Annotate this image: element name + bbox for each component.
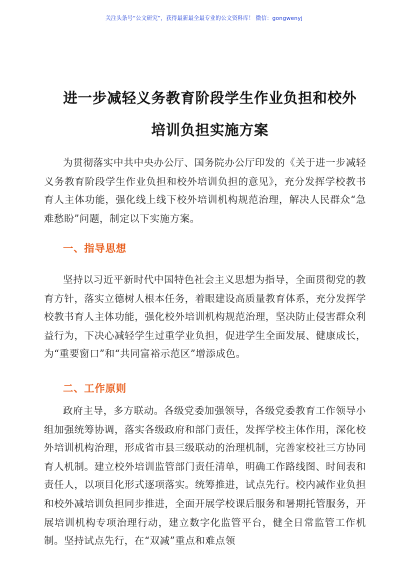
document-title-line-2: 培训负担实施方案 xyxy=(151,123,269,139)
work-principles-paragraph: 政府主导，多方联动。各级党委加强领导，各级党委教育工作领导小组加强统筹协调，落实各级政府和部门责任，发挥学校主体作用，深化校外培训机构治理，形成省市县三级联动的治理机制，完善家校社三方协同育人机制。建立校外培训监管部门责任清单，明确工作路线图、时间表和责任人，以项目化形式逐项落实。统筹推进，试点先行。校内减作业负担和校外减培训负担同步推进，全面开展学校课后服务和暑期托管服务，开展培训机构专项治理行动，建立数字化监管平台，健全日常监管工作机制。坚持试点先行，在“双减”重点和难点领 xyxy=(44,406,366,548)
section-heading-work-principles: 二、工作原则 xyxy=(63,384,127,395)
guiding-ideology-paragraph: 坚持以习近平新时代中国特色社会主义思想为指导，全面贯彻党的教育方针，落实立德树人根本任务，着眼建设高质量教育体系，充分发挥学校教书育人主体功能，强化校外培训机构规范治理，坚决防止侵害群众利益行为，下决心减轻学生过重学业负担，促进学生全面发展、健康成长，为“重要窗口”和“共同富裕示范区”增添成色。 xyxy=(44,275,366,361)
document-title-line-1: 进一步减轻义务教育阶段学生作业负担和校外 xyxy=(63,91,357,107)
promo-banner[interactable]: 关注头条号“公文研究”，获得最新最全最专业的公文资料库！ 微信：gongwenyj xyxy=(105,16,303,22)
intro-paragraph: 为贯彻落实中共中央办公厅、国务院办公厅印发的《关于进一步减轻义务教育阶段学生作业负担和校外培训负担的意见》，充分发挥学校教书育人主体功能，强化线上线下校外培训机构规范治理，解决人民群众“急难愁盼”问题，制定以下实施方案。 xyxy=(44,158,366,225)
section-heading-guiding-ideology: 一、指导思想 xyxy=(63,244,127,255)
